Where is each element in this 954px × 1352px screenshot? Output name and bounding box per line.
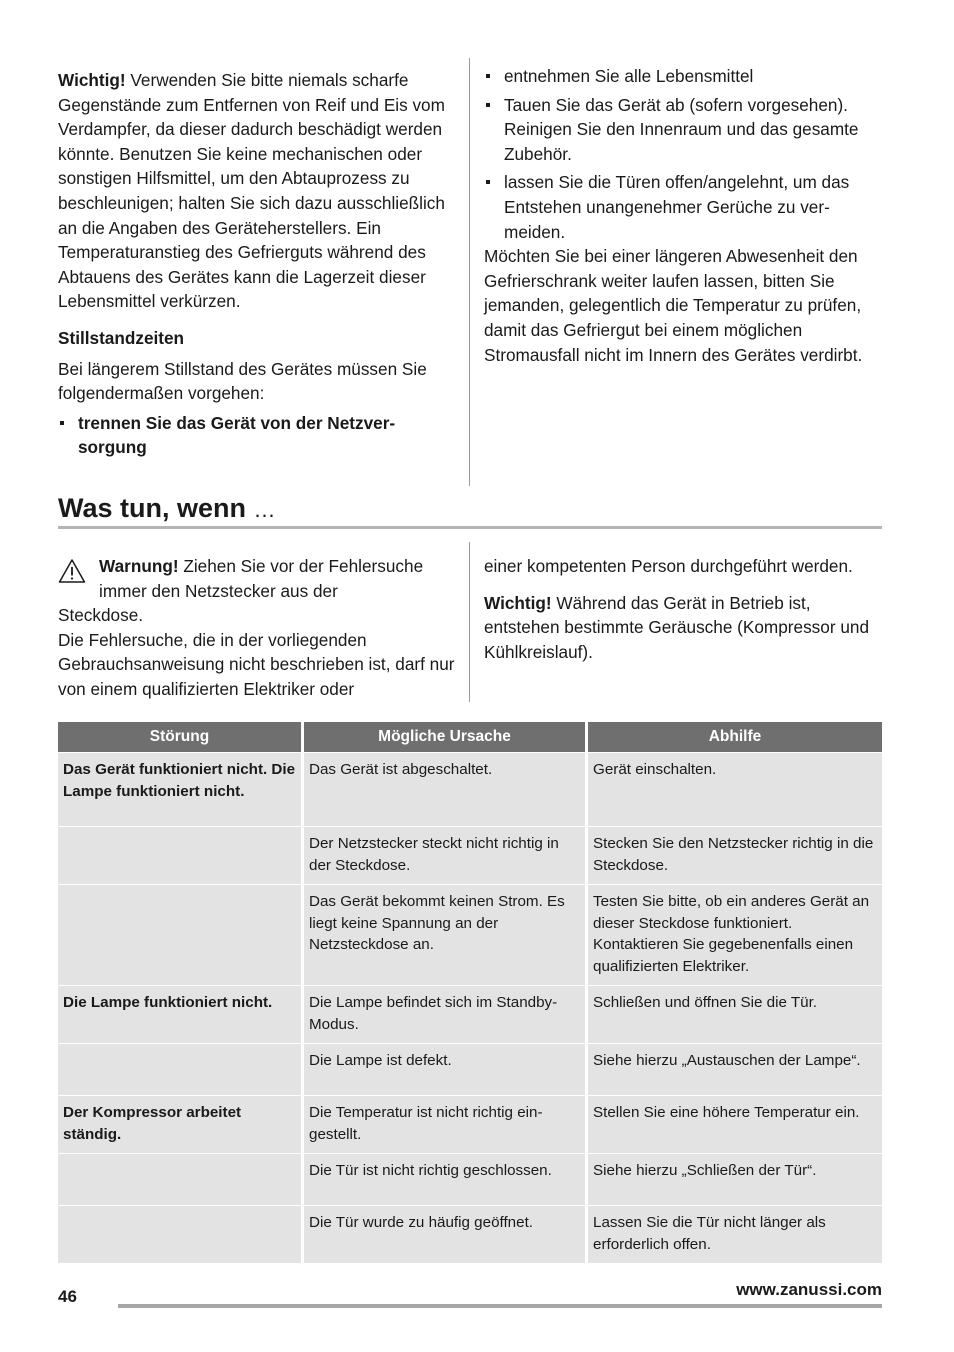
cell-problem [58, 1043, 304, 1095]
table-row [58, 826, 882, 884]
cell-remedy: Testen Sie bitte, ob ein anderes Gerät an dieser Steckdose funktioniert. Kontaktieren Sie gegebenenfalls einen qualifizierten Elektriker. [588, 884, 882, 985]
cell-problem [58, 1153, 304, 1205]
top-right-column [484, 64, 884, 367]
footer-url: www.zanussi.com [736, 1280, 882, 1299]
warning-column [58, 554, 463, 702]
bullet-disconnect: trennen Sie das Gerät von der Netzversorgung [58, 411, 458, 460]
cell-problem: Die Lampe funktioniert nicht. [58, 985, 304, 1043]
cell-remedy: Lassen Sie die Tür nicht länger als erforderlich offen. [588, 1205, 882, 1263]
cell-problem [58, 884, 304, 985]
bullet-step: Tauen Sie das Gerät ab (sofern vorgesehen). Reinigen Sie den Innenraum und das gesamte Zubehör. [484, 93, 884, 167]
table-row [58, 1205, 882, 1263]
bullet-step: lassen Sie die Türen offen/angelehnt, um das Entstehen unangenehmer Gerüche zu vermeiden. [484, 170, 884, 244]
bullet-step: entnehmen Sie alle Lebensmittel [484, 64, 884, 89]
cell-remedy: Schließen und öffnen Sie die Tür. [588, 985, 882, 1043]
troubleshooting-table [58, 722, 882, 1263]
column-divider-mid [469, 542, 470, 702]
cell-remedy: Siehe hierzu „Austauschen der Lampe“. [588, 1043, 882, 1095]
header-cause: Mögliche Ursache [304, 722, 588, 752]
standstill-intro: Bei längerem Stillstand des Gerätes müssen Sie folgendermaßen vorgehen: [58, 358, 427, 404]
cell-remedy: Stecken Sie den Netzstecker richtig in die Steckdose. [588, 826, 882, 884]
cell-remedy: Stellen Sie eine höhere Temperatur ein. [588, 1095, 882, 1153]
table-row [58, 752, 882, 826]
title-ellipsis: … [253, 497, 276, 522]
section-title: Was tun, wenn … [58, 493, 276, 523]
continuation-text: einer kompetenten Person durchgeführt werden. [484, 556, 853, 576]
mid-right-column [484, 554, 884, 664]
cell-cause: Das Gerät bekommt keinen Strom. Es liegt keine Spannung an der Netzsteckdose an. [304, 884, 588, 985]
footer-rule [118, 1304, 882, 1308]
cell-cause: Die Temperatur ist nicht richtig eingestellt. [304, 1095, 588, 1153]
cell-remedy: Gerät einschalten. [588, 752, 882, 826]
warning-line-3: Steckdose. [58, 605, 144, 626]
cell-cause: Die Lampe ist defekt. [304, 1043, 588, 1095]
standstill-steps [484, 64, 884, 244]
warning-line-2: immer den Netzstecker aus der [99, 580, 338, 601]
section-rule [58, 526, 882, 529]
standstill-heading: Stillstandzeiten [58, 327, 185, 348]
noise-note-label: Wichtig! [484, 592, 552, 613]
cell-cause: Die Lampe befindet sich im Standby-Modus. [304, 985, 588, 1043]
cell-remedy: Siehe hierzu „Schließen der Tür“. [588, 1153, 882, 1205]
header-problem: Störung [58, 722, 304, 752]
page-number: 46 [58, 1287, 77, 1306]
troubleshooting-paragraph: Die Fehlersuche, die in der vorliegenden Gebrauchsanweisung nicht beschrieben ist, darf nur von einem qualifizierten Elektriker oder [58, 629, 455, 699]
noise-note-text: Während das Gerät in Betrieb ist, entstehen bestimmte Geräusche (Kompressor und Kühlkreislauf). [484, 592, 869, 662]
table-row [58, 1043, 882, 1095]
table-row [58, 1095, 882, 1153]
warning-line-1: Warnung! Ziehen Sie vor der Fehlersuche [99, 556, 424, 576]
cell-problem [58, 826, 304, 884]
absence-paragraph: Möchten Sie bei einer längeren Abwesenheit den Gefrierschrank weiter laufen lassen, bitten Sie jemanden, gelegentlich die Temperatur zu prüfen, damit das Gefriergut bei einem möglichen Stromausfall nicht im Innern des Gerätes verdirbt. [484, 246, 863, 365]
standstill-bullets [58, 411, 458, 460]
warning-label: Warnung! [99, 556, 179, 576]
table-header-row [58, 722, 882, 752]
table-row [58, 884, 882, 985]
cell-problem: Der Kompressor arbeitet ständig. [58, 1095, 304, 1153]
cell-problem [58, 1205, 304, 1263]
important-note [58, 68, 458, 314]
table-row [58, 985, 882, 1043]
top-left-column [58, 68, 458, 460]
important-text: Verwenden Sie bitte niemals scharfe Gegenstände zum Entfernen von Reif und Eis vom Verdampfer, da dieser dadurch beschädigt werden könnte. Benutzen Sie keine mechanischen oder sonstigen Hilfsmittel, um den Abtauprozess zu beschleunigen; halten Sie sich dazu ausschließlich an die Angaben des Geräteherstellers. Ein Temperaturanstieg des Gefrierguts während des Abtauens des Gerätes kann die Lagerzeit dieser Lebensmittel verkürzen. [58, 70, 445, 312]
header-remedy: Abhilfe [588, 722, 882, 752]
table-row [58, 1153, 882, 1205]
cell-problem: Das Gerät funktioniert nicht. Die Lampe funktioniert nicht. [58, 752, 304, 826]
cell-cause: Die Tür wurde zu häufig geöffnet. [304, 1205, 588, 1263]
column-divider-top [469, 58, 470, 486]
cell-cause: Die Tür ist nicht richtig geschlossen. [304, 1153, 588, 1205]
noise-note [484, 591, 884, 665]
cell-cause: Der Netzstecker steckt nicht richtig in der Steckdose. [304, 826, 588, 884]
important-label: Wichtig! [58, 70, 126, 90]
cell-cause: Das Gerät ist abgeschaltet. [304, 752, 588, 826]
